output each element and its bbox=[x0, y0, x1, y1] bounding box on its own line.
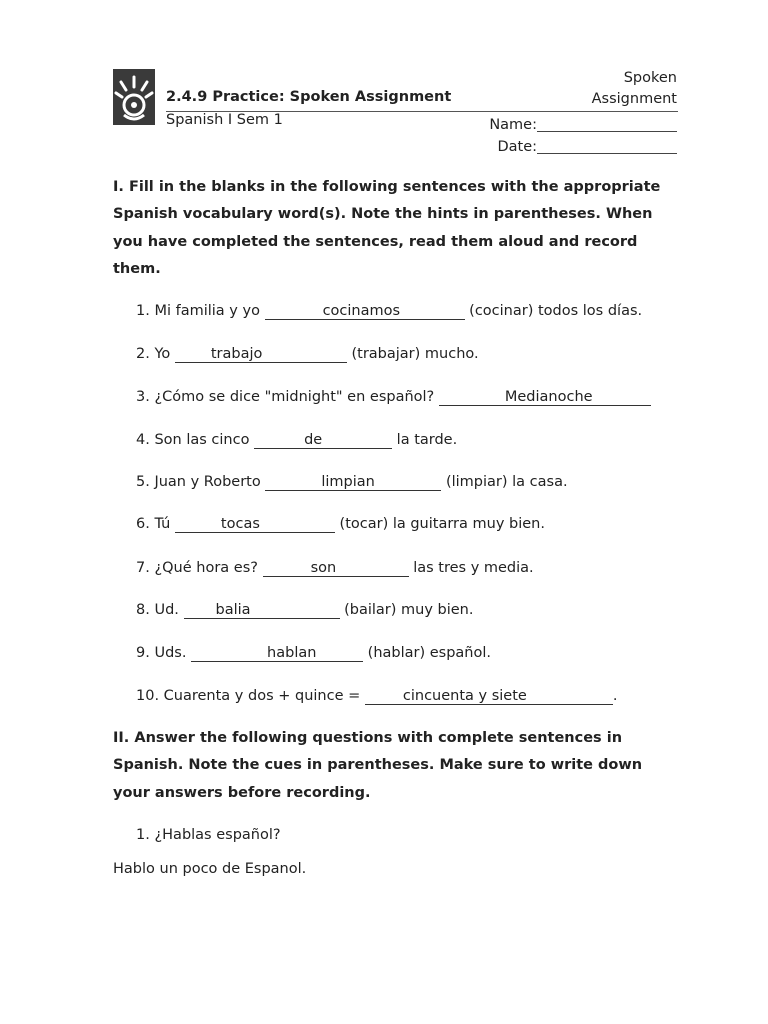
item-text-before: Cuarenta y dos + quince = bbox=[163, 688, 365, 704]
item-text-before: Tú bbox=[154, 516, 175, 532]
answer-blank[interactable]: limpian bbox=[265, 474, 441, 491]
section2-instructions: II. Answer the following questions with complete sentences in Spanish. Note the cues in parentheses. Make sure to write down your answers before recording. bbox=[113, 730, 643, 801]
fill-blank-item bbox=[136, 432, 457, 449]
item-number: 5. bbox=[136, 474, 150, 490]
assignment-type-line2: Assignment bbox=[591, 91, 677, 107]
item-text-before: Yo bbox=[154, 346, 175, 362]
date-field[interactable] bbox=[477, 137, 677, 155]
question-item bbox=[136, 827, 281, 843]
answer-blank[interactable]: son bbox=[263, 560, 409, 577]
item-number: 8. bbox=[136, 602, 150, 618]
fill-blank-item bbox=[136, 303, 642, 320]
item-text-before: ¿Qué hora es? bbox=[154, 560, 263, 576]
answer-blank[interactable]: balia bbox=[184, 602, 340, 619]
answer-blank[interactable]: de bbox=[254, 432, 392, 449]
fill-blank-item bbox=[136, 560, 534, 577]
item-text-after: (hablar) español. bbox=[363, 645, 491, 661]
item-number: 1. bbox=[136, 303, 150, 319]
item-text-after: (trabajar) mucho. bbox=[346, 346, 479, 362]
assignment-type-line1: Spoken bbox=[623, 70, 677, 86]
item-number: 6. bbox=[136, 516, 150, 532]
fill-blank-item bbox=[136, 389, 651, 406]
fill-blank-item bbox=[136, 645, 491, 662]
course-name: Spanish I Sem 1 bbox=[166, 112, 283, 128]
item-number: 4. bbox=[136, 432, 150, 448]
item-text-before: Son las cinco bbox=[154, 432, 255, 448]
item-text-before: Juan y Roberto bbox=[154, 474, 266, 490]
section1-instructions: I. Fill in the blanks in the following sentences with the appropriate Spanish vocabulary word(s). Note the hints in parentheses. When you have completed the sentences, read them aloud and record them. bbox=[113, 179, 661, 277]
answer-blank[interactable]: cincuenta y siete bbox=[365, 688, 613, 705]
item-text-after: las tres y media. bbox=[408, 560, 534, 576]
item-text-after: (bailar) muy bien. bbox=[339, 602, 474, 618]
item-number: 7. bbox=[136, 560, 150, 576]
name-line[interactable] bbox=[537, 115, 677, 132]
fill-blank-item bbox=[136, 474, 568, 491]
date-line[interactable] bbox=[537, 137, 677, 154]
answer-blank[interactable]: Medianoche bbox=[439, 389, 651, 406]
item-text-after: la tarde. bbox=[392, 432, 458, 448]
item-text-before: Uds. bbox=[154, 645, 192, 661]
document-title: 2.4.9 Practice: Spoken Assignment bbox=[166, 89, 452, 105]
question-number: 1. bbox=[136, 827, 150, 843]
answer-blank[interactable]: cocinamos bbox=[265, 303, 465, 320]
sun-head-logo-icon bbox=[113, 69, 155, 125]
item-text-before: ¿Cómo se dice "midnight" en español? bbox=[154, 389, 439, 405]
item-number: 2. bbox=[136, 346, 150, 362]
item-text-after: . bbox=[612, 688, 618, 704]
item-text-after: (limpiar) la casa. bbox=[441, 474, 568, 490]
fill-blank-item bbox=[136, 516, 545, 533]
answer-blank[interactable]: hablan bbox=[191, 645, 363, 662]
answer-blank[interactable]: tocas bbox=[175, 516, 335, 533]
question-answer[interactable]: Hablo un poco de Espanol. bbox=[113, 861, 307, 877]
assignment-type bbox=[557, 68, 677, 110]
item-number: 10. bbox=[136, 688, 160, 704]
fill-blank-item bbox=[136, 346, 479, 363]
name-field[interactable] bbox=[477, 115, 677, 133]
answer-blank[interactable]: trabajo bbox=[175, 346, 347, 363]
question-text: ¿Hablas español? bbox=[154, 827, 281, 843]
item-text-after: (cocinar) todos los días. bbox=[464, 303, 643, 319]
date-label: Date: bbox=[497, 139, 537, 155]
fill-blank-item bbox=[136, 602, 473, 619]
item-number: 9. bbox=[136, 645, 150, 661]
item-text-before: Mi familia y yo bbox=[154, 303, 265, 319]
item-text-before: Ud. bbox=[154, 602, 184, 618]
fill-blank-item bbox=[136, 688, 617, 705]
name-label: Name: bbox=[489, 117, 537, 133]
item-number: 3. bbox=[136, 389, 150, 405]
item-text-after: (tocar) la guitarra muy bien. bbox=[334, 516, 545, 532]
